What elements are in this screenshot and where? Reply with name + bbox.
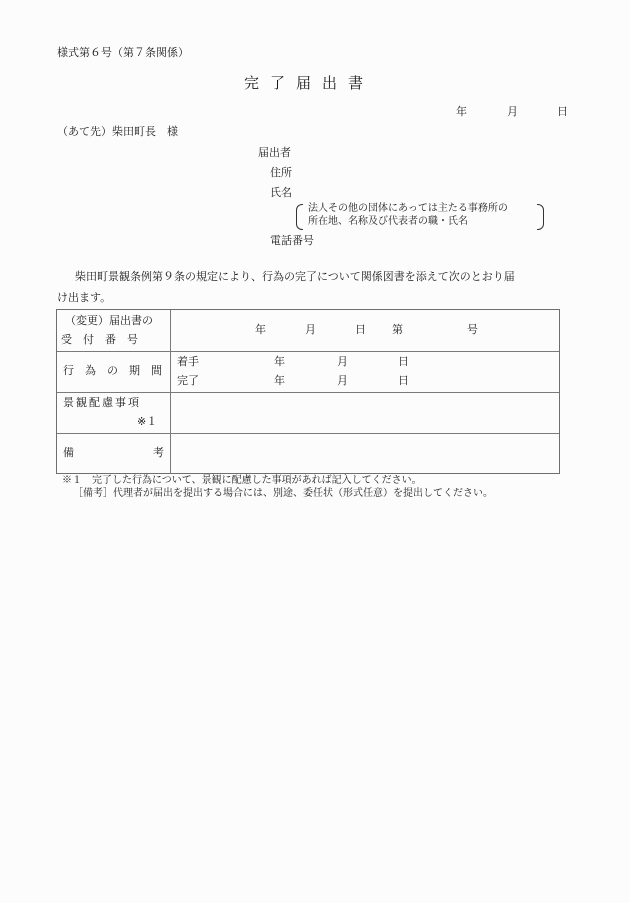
body-text-line1: 柴田町景観条例第９条の規定により、行為の完了について関係図書を添えて次のとおり届 bbox=[75, 270, 515, 283]
corporate-note-line2: 所在地、名称及び代表者の職・氏名 bbox=[308, 216, 468, 227]
receipt-label-line1: （変更）届出書の bbox=[65, 314, 153, 327]
period-field[interactable] bbox=[171, 351, 559, 392]
table-row-landscape bbox=[57, 392, 559, 434]
name-label: 氏名 bbox=[270, 186, 292, 199]
period-end-day: 日 bbox=[398, 374, 409, 387]
notification-table bbox=[56, 309, 560, 474]
date-day-label: 日 bbox=[557, 105, 568, 118]
address-label: 住所 bbox=[270, 166, 292, 179]
receipt-dai: 第 bbox=[392, 323, 403, 336]
right-bracket-icon bbox=[537, 204, 544, 230]
receipt-day: 日 bbox=[355, 323, 366, 336]
date-year-label: 年 bbox=[456, 105, 467, 118]
table-row-remarks bbox=[57, 433, 559, 474]
receipt-go: 号 bbox=[467, 323, 478, 336]
table-row-receipt-number bbox=[57, 310, 559, 352]
date-month-label: 月 bbox=[507, 105, 518, 118]
landscape-label: 景観配慮事項 bbox=[63, 396, 141, 409]
period-end-year: 年 bbox=[274, 374, 285, 387]
period-start-month: 月 bbox=[337, 355, 348, 368]
footnote-2: ［備考］代理者が届出を提出する場合には、別途、委任状（形式任意）を提出してください。 bbox=[73, 488, 493, 499]
receipt-label-line2: 受 付 番 号 bbox=[61, 333, 138, 346]
addressee: （あて先）柴田町長 様 bbox=[57, 125, 178, 138]
notifier-label: 届出者 bbox=[258, 146, 291, 159]
remarks-label-left: 備 bbox=[63, 446, 74, 459]
page-title: 完了届出書 bbox=[244, 74, 375, 92]
receipt-number-field[interactable] bbox=[171, 310, 559, 351]
phone-label: 電話番号 bbox=[270, 234, 314, 247]
period-end-month: 月 bbox=[337, 374, 348, 387]
receipt-year: 年 bbox=[255, 323, 266, 336]
receipt-month: 月 bbox=[305, 323, 316, 336]
period-end-label: 完了 bbox=[177, 374, 199, 387]
body-text-line2: け出ます。 bbox=[57, 291, 112, 304]
footnote-1: ※１ 完了した行為について、景観に配慮した事項があれば記入してください。 bbox=[62, 475, 422, 486]
period-start-year: 年 bbox=[274, 355, 285, 368]
remarks-field[interactable] bbox=[171, 433, 559, 474]
period-label: 行 為 の 期 間 bbox=[63, 364, 162, 377]
left-bracket-icon bbox=[296, 204, 303, 230]
corporate-note bbox=[296, 203, 544, 229]
table-row-period bbox=[57, 351, 559, 393]
remarks-label-right: 考 bbox=[153, 446, 164, 459]
period-start-label: 着手 bbox=[177, 355, 199, 368]
form-number: 様式第６号（第７条関係） bbox=[57, 46, 189, 59]
corporate-note-line1: 法人その他の団体にあっては主たる事務所の bbox=[308, 203, 508, 214]
landscape-footnote-ref: ※１ bbox=[137, 415, 158, 428]
period-start-day: 日 bbox=[398, 355, 409, 368]
landscape-considerations-field[interactable] bbox=[171, 392, 559, 433]
